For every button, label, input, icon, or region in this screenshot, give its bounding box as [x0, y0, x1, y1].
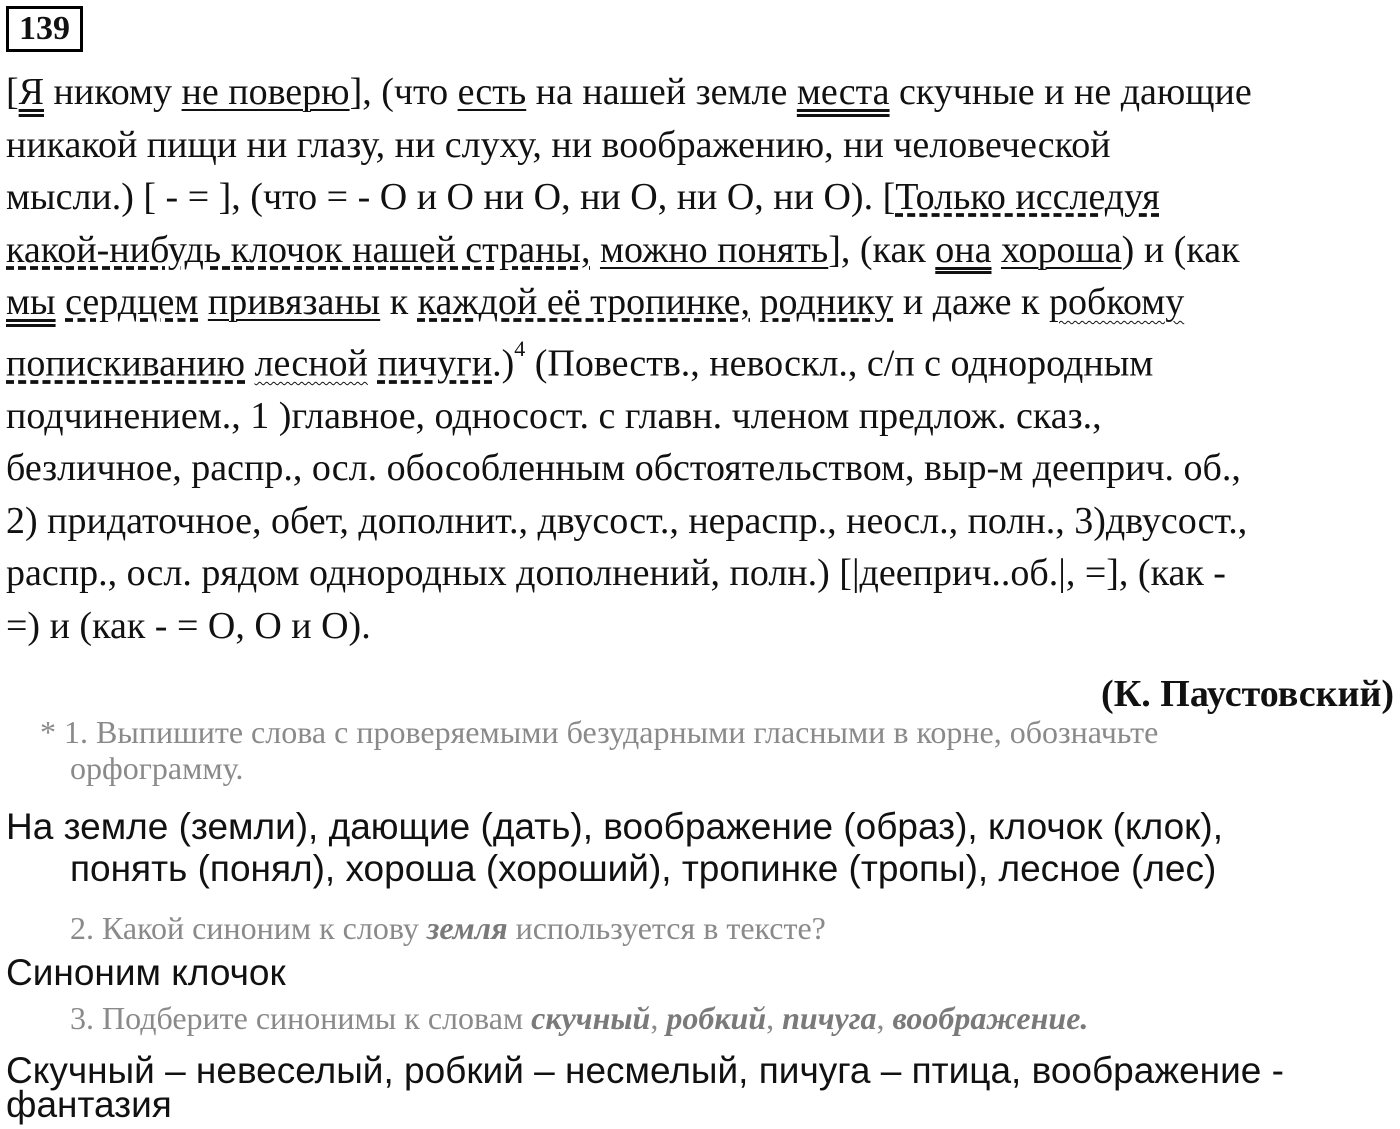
footnote-marker: 4	[514, 335, 526, 361]
text-line: какой-нибудь клочок нашей страны, можно понять], (как она хороша) и (как	[6, 228, 1240, 271]
text-line: мысли.) [ - = ], (что = - О и О ни О, ни О, ни О, ни О). [Только исследуя	[6, 176, 1160, 218]
task-1-answer: На земле (земли), дающие (дать), воображение (образ), клочок (клок), понять (понял), хороша (хороший), тропинке (тропы), лесное (лес)	[6, 806, 1223, 889]
text-line: =) и (как - = О, О и О).	[6, 604, 371, 647]
text-line: распр., осл. рядом однородных дополнений, полн.) [|дееприч..об.|, =], (как -	[6, 552, 1226, 595]
text-line: безличное, распр., осл. обособленным обстоятельством, выр-м дееприч. об.,	[6, 447, 1241, 490]
text-line: [Я никому не поверю], (что есть на нашей земле места скучные и не дающие	[6, 71, 1252, 113]
text-line: подчинением., 1 )главное, односост. с главн. членом предлож. сказ.,	[6, 394, 1102, 437]
text-line: мы сердцем привязаны к каждой её тропинке, роднику и даже к робкому	[6, 281, 1185, 323]
author-attribution: (К. Паустовский)	[1101, 673, 1394, 715]
text-line: попискиванию лесной пичуги.)$^4$ (Повеств., невоскл., с/п с однородным	[6, 335, 1154, 385]
task-2-question: 2. Какой синоним к слову земля используется в тексте?	[70, 910, 826, 946]
task-3-answer: Скучный – невеселый, робкий – несмелый, пичуга – птица, воображение - фантазия	[6, 1050, 1284, 1125]
task-3-question: 3. Подберите синонимы к словам скучный, робкий, пичуга, воображение.	[70, 1000, 1089, 1036]
task-2-answer: Синоним клочок	[6, 952, 286, 993]
text-line: никакой пищи ни глазу, ни слуху, ни воображению, ни человеческой	[6, 123, 1111, 166]
parsed-sentence-text	[6, 66, 1396, 652]
exercise-number: 139	[6, 6, 83, 52]
task-1-question: * 1. Выпишите слова с проверяемыми безударными гласными в корне, обозначьте орфограмму.	[40, 714, 1159, 786]
text-line: 2) придаточное, обет, дополнит., двусост., нераспр., неосл., полн., 3)двусост.,	[6, 499, 1248, 542]
